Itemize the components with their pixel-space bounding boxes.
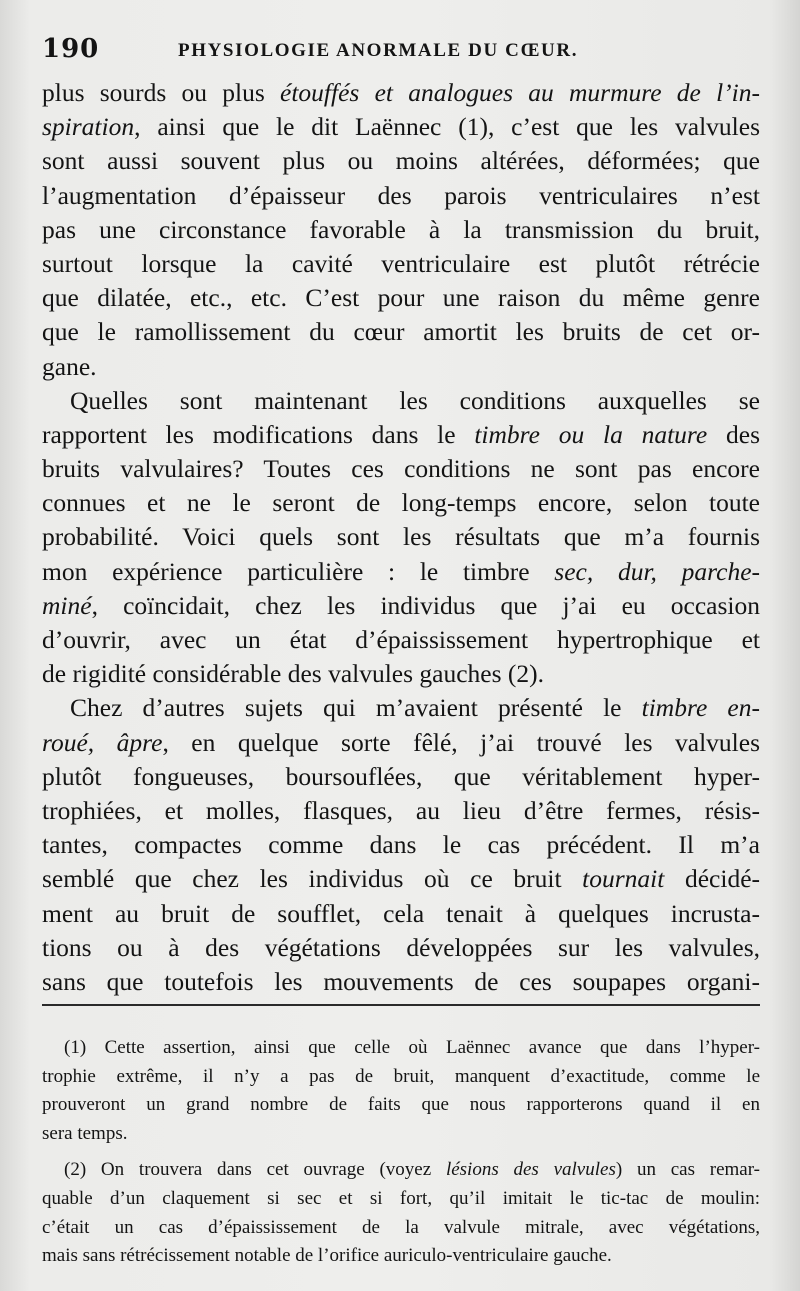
text-line: tantes, compactes comme dans le cas précédent. Il m’a	[42, 830, 760, 860]
text-line: de rigidité considérable des valvules gauches (2).	[42, 659, 545, 689]
text-line: probabilité. Voici quels sont les résultats que m’a fournis	[42, 522, 760, 552]
footnote-line: prouveront un grand nombre de faits que nous rapporterons quand il en	[42, 1094, 760, 1116]
running-title: PHYSIOLOGIE ANORMALE DU CŒUR.	[178, 40, 579, 61]
body-text	[42, 76, 760, 999]
text-line: plus sourds ou plus étouffés et analogues au murmure de l’in-	[42, 78, 760, 107]
text-line: plutôt fongueuses, boursouflées, que véritablement hyper-	[42, 761, 760, 791]
text-line: pas une circonstance favorable à la transmission du bruit,	[42, 214, 760, 244]
text-line: Chez d’autres sujets qui m’avaient présenté le timbre en-	[70, 693, 760, 723]
text-line: surtout lorsque la cavité ventriculaire est plutôt rétrécie	[42, 248, 760, 278]
footnote-line: (1) Cette assertion, ainsi que celle où Laënnec avance que dans l’hyper-	[64, 1037, 760, 1058]
text-line: gane.	[42, 351, 97, 381]
footnote-divider	[42, 1004, 760, 1006]
text-line: sans que toutefois les mouvements de ces soupapes organi-	[42, 966, 760, 996]
text-line: d’ouvrir, avec un état d’épaississement hypertrophique et	[42, 625, 760, 654]
text-line: trophiées, et molles, flasques, au lieu d’être fermes, résis-	[42, 795, 760, 825]
text-line: tions ou à des végétations développées sur les valvules,	[42, 932, 760, 962]
text-line: sont aussi souvent plus ou moins altérées, déformées; que	[42, 146, 760, 176]
text-line: spiration, ainsi que le dit Laënnec (1), c’est que les valvules	[42, 112, 760, 142]
text-line: ment au bruit de soufflet, cela tenait à quelques incrusta-	[42, 898, 760, 928]
text-line: l’augmentation d’épaisseur des parois ventriculaires n’est	[42, 180, 760, 210]
text-line: roué, âpre, en quelque sorte fêlé, j’ai trouvé les valvules	[42, 727, 761, 757]
footnote-line: sera temps.	[42, 1122, 128, 1144]
text-line: bruits valvulaires? Toutes ces conditions ne sont pas encore	[42, 454, 760, 484]
footnote-line: quable d’un claquement si sec et si fort, qu’il imitait le tic-tac de moulin:	[42, 1187, 760, 1209]
footnote-line: c’était un cas d’épaississement de la valvule mitrale, avec végétations,	[42, 1216, 760, 1238]
text-line: que le ramollissement du cœur amortit les bruits de cet or-	[42, 317, 760, 347]
footnote-line: trophie extrême, il n’y a pas de bruit, manquent d’exactitude, comme le	[42, 1065, 760, 1087]
page-number: 190	[42, 34, 100, 64]
text-line: miné, coïncidait, chez les individus que j’ai eu occasion	[42, 590, 760, 620]
footnotes	[42, 1034, 760, 1271]
text-line: connues et ne le seront de long-temps encore, selon toute	[42, 488, 760, 518]
text-line: rapportent les modifications dans le timbre ou la nature des	[42, 419, 760, 449]
footnote-line: (2) On trouvera dans cet ouvrage (voyez lésions des valvules) un cas remar-	[64, 1159, 760, 1181]
text-line: que dilatée, etc., etc. C’est pour une raison du même genre	[42, 283, 760, 313]
page-header	[42, 34, 762, 74]
text-line: Quelles sont maintenant les conditions auxquelles se	[70, 385, 760, 415]
footnote-line: mais sans rétrécissement notable de l’orifice auriculo-ventriculaire gauche.	[42, 1245, 612, 1267]
text-line: semblé que chez les individus où ce bruit tournait décidé-	[42, 864, 760, 894]
text-line: mon expérience particulière : le timbre sec, dur, parche-	[42, 556, 761, 586]
